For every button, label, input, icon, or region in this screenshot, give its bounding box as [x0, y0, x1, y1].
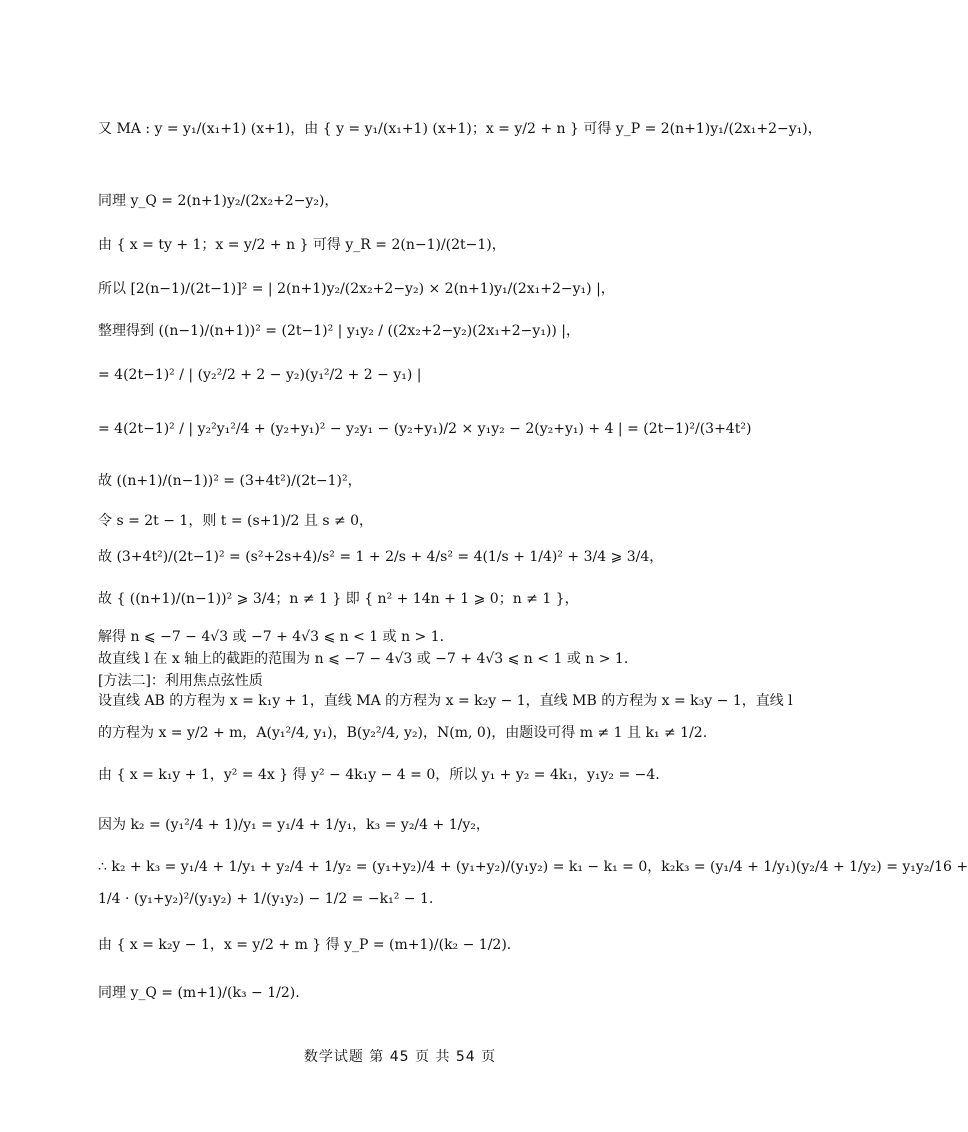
text-line: 故 (3+4t²)/(2t−1)² = (s²+2s+4)/s² = 1 + 2/s + 4/s² = 4(1/s + 1/4)² + 3/4 ⩾ 3/4，	[98, 549, 664, 565]
text-line: 同理 y_Q = (m+1)/(k₃ − 1/2).	[98, 985, 300, 1001]
text-line: 整理得到 ((n−1)/(n+1))² = (2t−1)² | y₁y₂ / ((2x₂+2−y₂)(2x₁+2−y₁)) |，	[98, 323, 581, 339]
text-line: 令 s = 2t − 1，则 t = (s+1)/2 且 s ≠ 0，	[98, 513, 374, 529]
text-line: 因为 k₂ = (y₁²/4 + 1)/y₁ = y₁/4 + 1/y₁，k₃ = y₂/4 + 1/y₂，	[98, 817, 490, 833]
text-line: 故 { ((n+1)/(n−1))² ⩾ 3/4；n ≠ 1 } 即 { n² + 14n + 1 ⩾ 0；n ≠ 1 }，	[98, 591, 579, 607]
text-line: 故 ((n+1)/(n−1))² = (3+4t²)/(2t−1)²，	[98, 473, 362, 489]
text-line: [方法二]：利用焦点弦性质	[98, 673, 263, 689]
text-line: 1/4 · (y₁+y₂)²/(y₁y₂) + 1/(y₁y₂) − 1/2 = −k₁² − 1.	[98, 891, 434, 907]
text-line: 设直线 AB 的方程为 x = k₁y + 1，直线 MA 的方程为 x = k₂y − 1，直线 MB 的方程为 x = k₃y − 1，直线 l	[98, 693, 793, 709]
text-line: 由 { x = ty + 1；x = y/2 + n } 可得 y_R = 2(n−1)/(2t−1)，	[98, 237, 506, 253]
text-line: 的方程为 x = y/2 + m，A(y₁²/4, y₁)，B(y₂²/4, y₂)，N(m, 0)，由题设可得 m ≠ 1 且 k₁ ≠ 1/2.	[98, 725, 708, 741]
text-line: 由 { x = k₁y + 1，y² = 4x } 得 y² − 4k₁y − 4 = 0，所以 y₁ + y₂ = 4k₁，y₁y₂ = −4.	[98, 767, 660, 783]
text-line: 由 { x = k₂y − 1，x = y/2 + m } 得 y_P = (m+1)/(k₂ − 1/2).	[98, 937, 512, 953]
text-line: = 4(2t−1)² / | (y₂²/2 + 2 − y₂)(y₁²/2 + 2 − y₁) |	[98, 367, 422, 383]
text-line: 同理 y_Q = 2(n+1)y₂/(2x₂+2−y₂)，	[98, 193, 339, 209]
text-line: ∴ k₂ + k₃ = y₁/4 + 1/y₁ + y₂/4 + 1/y₂ = (y₁+y₂)/4 + (y₁+y₂)/(y₁y₂) = k₁ − k₁ = 0，k₂k₃ = (y₁/4 + 1/y₁)(y₂/4 + 1/y₂) = y₁y₂/16 +	[98, 859, 968, 875]
text-line: 所以 [2(n−1)/(2t−1)]² = | 2(n+1)y₂/(2x₂+2−y₂) × 2(n+1)y₁/(2x₁+2−y₁) |，	[98, 281, 615, 297]
text-line: 又 MA : y = y₁/(x₁+1) (x+1)，由 { y = y₁/(x₁+1) (x+1)；x = y/2 + n } 可得 y_P = 2(n+1)y₁/(2x₁+2−y₁)，	[98, 121, 822, 137]
text-line: 故直线 l 在 x 轴上的截距的范围为 n ⩽ −7 − 4√3 或 −7 + 4√3 ⩽ n < 1 或 n > 1.	[98, 651, 629, 667]
text-line: 解得 n ⩽ −7 − 4√3 或 −7 + 4√3 ⩽ n < 1 或 n > 1.	[98, 629, 445, 645]
text-line: = 4(2t−1)² / | y₂²y₁²/4 + (y₂+y₁)² − y₂y₁ − (y₂+y₁)/2 × y₁y₂ − 2(y₂+y₁) + 4 | = (2t−1)²/(3+4t²)	[98, 421, 752, 437]
page-footer: 数学试题 第 45 页 共 54 页	[303, 1049, 497, 1065]
